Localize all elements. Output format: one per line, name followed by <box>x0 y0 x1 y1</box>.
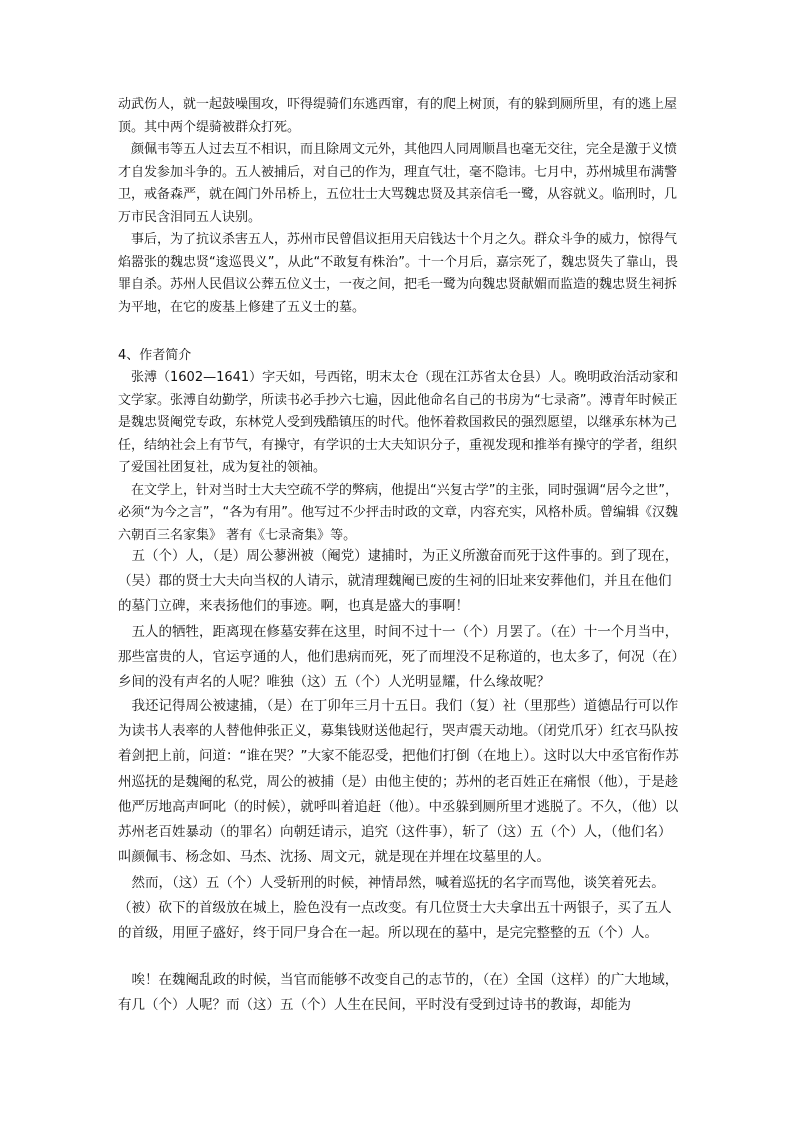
section-heading: 4、作者简介 <box>118 348 192 363</box>
translation-section-3 <box>118 871 680 947</box>
paragraph: 颜佩韦等五人过去互不相识，而且除周文元外，其他四人同周顺昌也毫无交往，完全是激于义愤才自发参加斗争的。五人被捕后，对自己的作为，理直气壮，毫不隐讳。七月中，苏州城里布满警卫，戒备森严，就在阊门外吊桥上，五位壮士大骂魏忠贤及其亲信毛一鹭，从容就义。临刑时，几万市民含泪同五人诀别。 <box>118 142 678 225</box>
author-intro <box>118 367 680 547</box>
paragraph: 事后，为了抗议杀害五人，苏州市民曾倡议拒用天启钱达十个月之久。群众斗争的威力，惊得气焰嚣张的魏忠贤“逡巡畏义”，从此“不敢复有株治”。十一个月后，嘉宗死了，魏忠贤失了靠山，畏罪自杀。苏州人民倡议公葬五位义士，一夜之间，把毛一鹭为向魏忠贤献媚而监造的魏忠贤生祠拆为平地，在它的废基上修建了五义士的墓。 <box>118 232 678 315</box>
paragraph: 在文学上，针对当时士大夫空疏不学的弊病，他提出“兴复古学”的主张，同时强调“居今之世”，必须“为今之言”，“各为有用”。他写过不少抨击时政的文章，内容充实，风格朴质。曾编辑《汉魏六朝百三名家集》 著有《七录斋集》等。 <box>118 482 678 543</box>
translation-section-2 <box>118 694 680 870</box>
translation-section-1 <box>118 544 680 695</box>
paragraph: 唉！在魏阉乱政的时候，当官而能够不改变自己的志节的，（在）全国（这样）的广大地域，有几（个）人呢？而（这）五（个）人生在民间，平时没有受到过诗书的教诲，却能为 <box>118 972 679 1014</box>
paragraph: 张溥（1602—1641）字天如，号西铭，明末太仓（现在江苏省太仓县）人。晚明政治活动家和文学家。张溥自幼勤学，所读书必手抄六七遍，因此他命名自己的书房为“七录斋”。溥青年时候正是魏忠贤阉党专政，东林党人受到残酷镇压的时代。他怀着救国救民的强烈愿望，以继承东林为己任，结纳社会上有节气，有操守，有学识的士大夫知识分子，重视发现和推举有操守的学者，组织了爱国社团复社，成为复社的领袖。 <box>118 370 679 475</box>
paragraph: 动武伤人，就一起鼓噪围攻，吓得缇骑们东逃西窜，有的爬上树顶，有的躲到厕所里，有的逃上屋顶。其中两个缇骑被群众打死。 <box>118 97 678 135</box>
paragraph: 五（个）人，（是）周公蓼洲被（阉党）逮捕时，为正义所激奋而死于这件事的。到了现在，（吴）郡的贤士大夫向当权的人请示，就清理魏阉已废的生祠的旧址来安葬他们，并且在他们的墓门立碑，来表扬他们的事迹。啊，也真是盛大的事啊！ <box>118 548 679 615</box>
paragraph: 然而，（这）五（个）人受斩刑的时候，神情昂然，喊着巡抚的名字而骂他，谈笑着死去。（被）砍下的首级放在城上，脸色没有一点改变。有几位贤士大夫拿出五十两银子，买了五人的首级，用匣子盛好，终于同尸身合在一起。所以现在的墓中，是完完整整的五（个）人。 <box>118 875 672 942</box>
background-passage <box>118 94 680 319</box>
paragraph: 五人的牺牲，距离现在修墓安葬在这里，时间不过十一（个）月罢了。（在）十一个月当中，那些富贵的人，官运亨通的人，他们患病而死，死了而埋没不足称道的，也太多了，何况（在）乡间的没有声名的人呢？唯独（这）五（个）人光明显耀，什么缘故呢？ <box>118 623 679 691</box>
paragraph: 我还记得周公被逮捕，（是）在丁卯年三月十五日。我们（复）社（里那些）道德品行可以作为读书人表率的人替他伸张正义，募集钱财送他起行，哭声震天动地。（闭党爪牙）红衣马队按着剑把上前，问道：“谁在哭？”大家不能忍受，把他们打倒（在地上）。这时以大中丞官衔作苏州巡抚的是魏阉的私党，周公的被捕（是）由他主使的；苏州的老百姓正在痛恨（他），于是趁他严厉地高声呵叱（的时候），就呼叫着追赶（他）。中丞躲到厕所里才逃脱了。不久，（他）以苏州老百姓暴动（的罪名）向朝廷请示，追究（这件事），斩了（这）五（个）人，（他们名）叫颜佩韦、杨念如、马杰、沈扬、周文元，就是现在并埋在坟墓里的人。 <box>118 698 679 866</box>
translation-section-4 <box>118 968 680 1018</box>
